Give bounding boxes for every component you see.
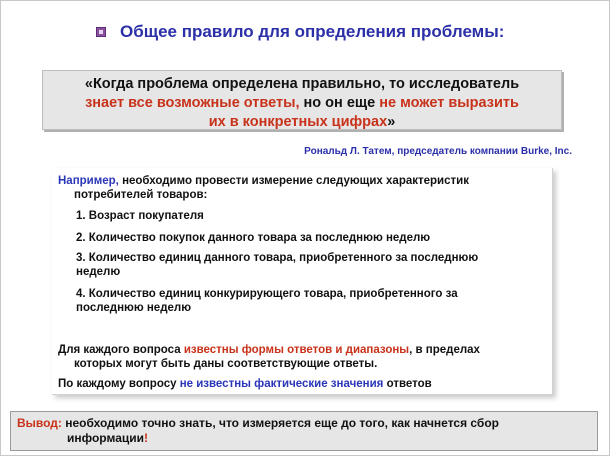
question-forms-note: Для каждого вопроса известны формы ответов и диапазоны, в пределах <box>58 344 480 356</box>
list-item-continuation: последнюю неделю <box>76 302 192 314</box>
example-intro: Например, необходимо провести измерение следующих характеристик <box>58 175 469 187</box>
example-box <box>52 168 553 395</box>
list-item: 3. Количество единиц данного товара, приобретенного за последнюю <box>76 252 479 264</box>
question-forms-note-line2: которых могут быть даны соответствующие ответы. <box>74 358 378 370</box>
conclusion-box: Вывод: необходимо точно знать, что измеряется еще до того, как начнется сбор информации! <box>10 411 598 451</box>
quote-line-2: знает все возможные ответы, но он еще не может выразить <box>85 95 519 111</box>
title-row <box>96 20 504 44</box>
quote-line-3: их в конкретных цифрах» <box>208 114 396 130</box>
bullet-square-icon <box>96 27 106 37</box>
slide-title: Общее правило для определения проблемы: <box>120 22 505 41</box>
conclusion-line2: информации! <box>67 431 148 445</box>
list-item: 4. Количество единиц конкурирующего товара, приобретенного за <box>76 288 458 300</box>
question-values-note: По каждому вопросу не известны фактические значения ответов <box>58 378 432 390</box>
list-item: 2. Количество покупок данного товара за последнюю неделю <box>76 232 431 244</box>
list-item-continuation: неделю <box>76 266 121 278</box>
quote-line-1: «Когда проблема определена правильно, то исследователь <box>84 76 520 92</box>
example-intro-line2: потребителей товаров: <box>74 189 208 201</box>
quote-box <box>42 70 562 130</box>
list-item: 1. Возраст покупателя <box>76 210 204 222</box>
quote-author: Рональд Л. Татем, председатель компании Burke, Inc. <box>304 146 572 157</box>
